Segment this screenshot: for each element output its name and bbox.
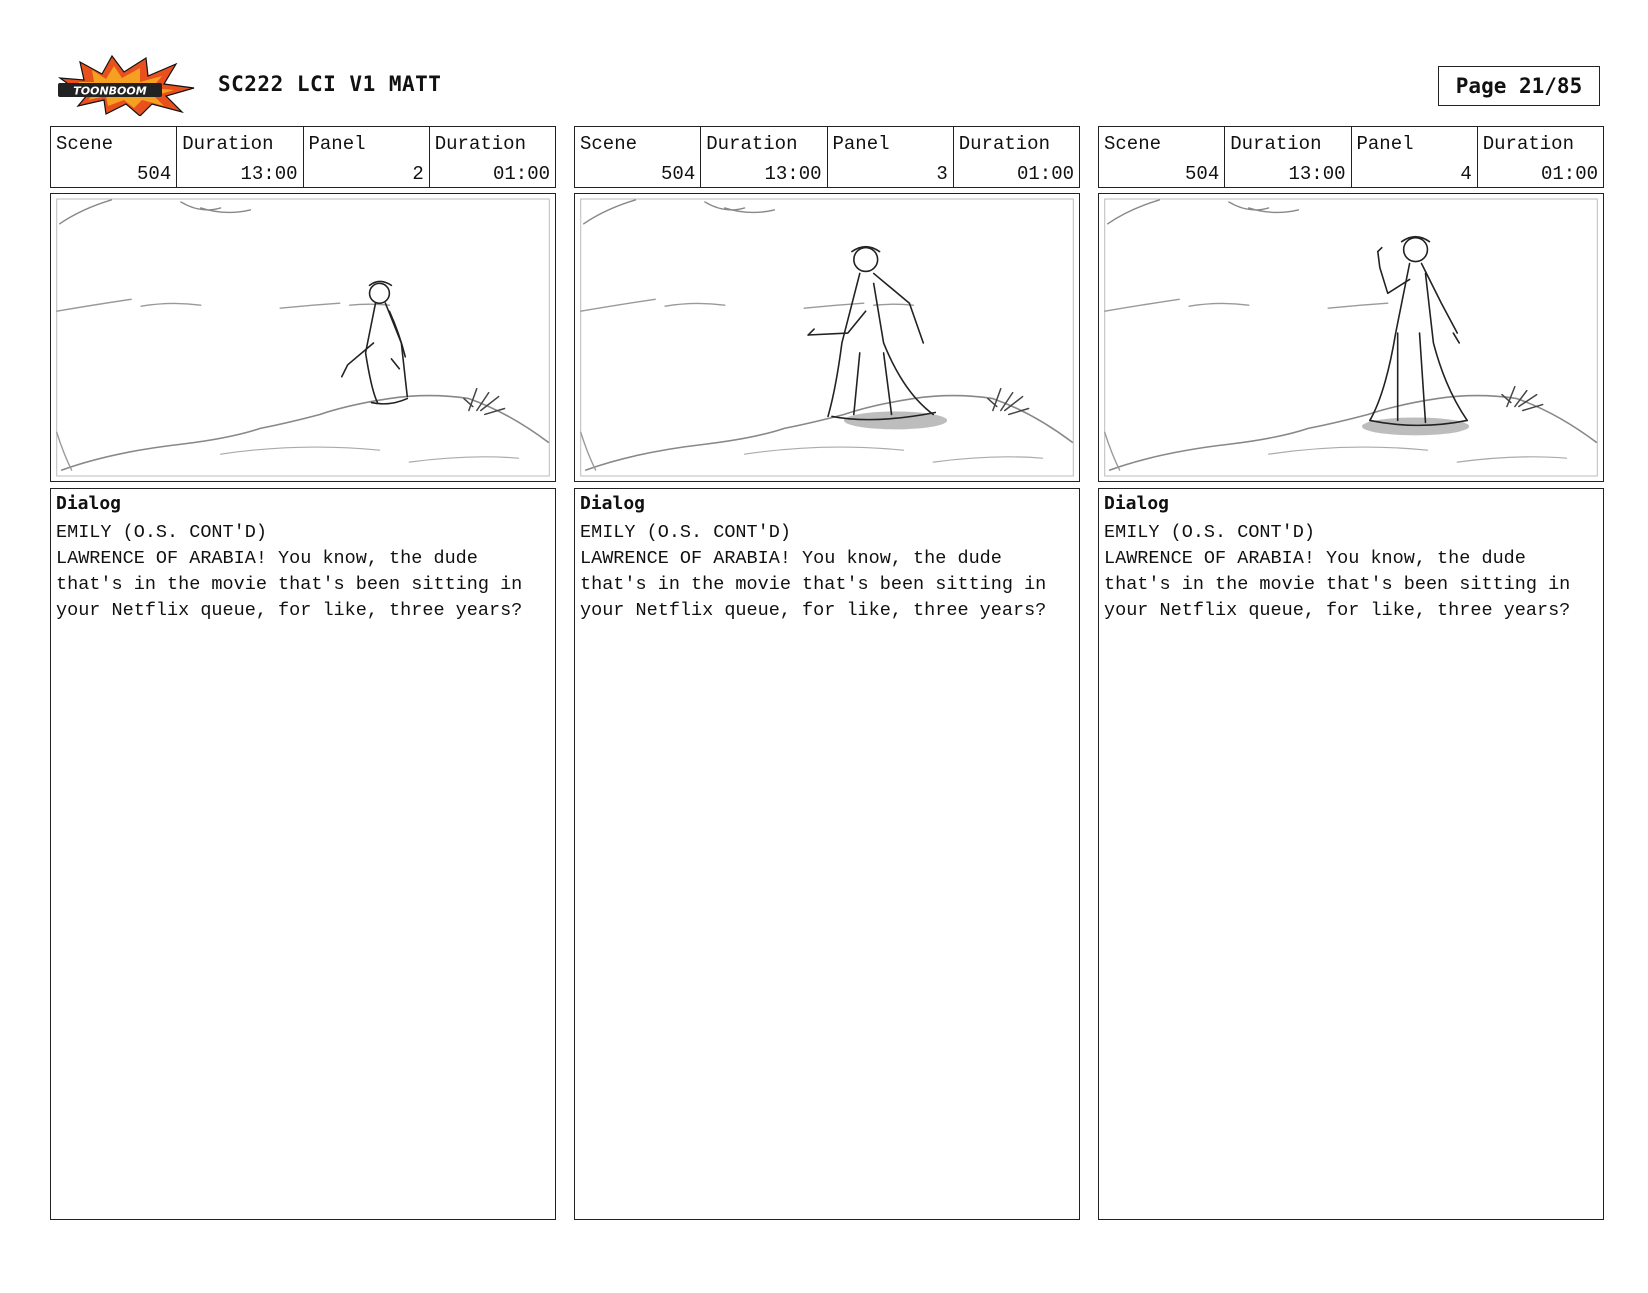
dialog-line: LAWRENCE OF ARABIA! You know, the dude that's in the movie that's been sitting in your Netflix queue, for like, three years?	[1104, 548, 1571, 621]
panel-duration-cell	[1478, 127, 1603, 187]
panel-column-3	[1098, 126, 1604, 1220]
duration-label: Duration	[1230, 133, 1322, 155]
document-title: SC222 LCI V1 MATT	[218, 72, 442, 96]
scene-duration-cell	[701, 127, 827, 187]
dialog-speaker: EMILY (O.S. CONT'D)	[56, 522, 267, 543]
panel-duration-value: 01:00	[1016, 163, 1074, 185]
dialog-speaker: EMILY (O.S. CONT'D)	[1104, 522, 1315, 543]
panel-value: 3	[936, 163, 948, 185]
storyboard-frame	[574, 193, 1080, 482]
dialog-line: LAWRENCE OF ARABIA! You know, the dude that's in the movie that's been sitting in your Netflix queue, for like, three years?	[56, 548, 523, 621]
dialog-label: Dialog	[56, 493, 122, 514]
panel-duration-cell	[430, 127, 555, 187]
figure-sketch	[1370, 237, 1467, 426]
panel-value: 4	[1460, 163, 1472, 185]
sketch-drawing	[1099, 194, 1603, 481]
dialog-box	[1098, 488, 1604, 1220]
panel-label: Panel	[832, 133, 890, 155]
duration-label: Duration	[182, 133, 274, 155]
duration-label: Duration	[706, 133, 798, 155]
scene-cell	[51, 127, 177, 187]
toonboom-logo	[54, 54, 198, 116]
duration-value: 13:00	[240, 163, 298, 185]
dialog-box	[574, 488, 1080, 1220]
storyboard-frame	[1098, 193, 1604, 482]
panel-duration-label: Duration	[958, 133, 1050, 155]
dialog-line: LAWRENCE OF ARABIA! You know, the dude that's in the movie that's been sitting in your Netflix queue, for like, three years?	[580, 548, 1047, 621]
duration-value: 13:00	[764, 163, 822, 185]
scene-cell	[575, 127, 701, 187]
scene-label: Scene	[1104, 133, 1162, 155]
panel-duration-label: Duration	[434, 133, 526, 155]
page-indicator	[1438, 66, 1600, 106]
dialog-speaker: EMILY (O.S. CONT'D)	[580, 522, 791, 543]
duration-value: 13:00	[1288, 163, 1346, 185]
scene-label: Scene	[580, 133, 638, 155]
panel-column-1	[50, 126, 556, 1220]
panel-info-header	[1098, 126, 1604, 188]
panel-duration-value: 01:00	[1540, 163, 1598, 185]
dialog-box	[50, 488, 556, 1220]
scene-value: 504	[661, 163, 696, 185]
logo-text: TOONBOOM	[73, 84, 147, 98]
panel-info-header	[574, 126, 1080, 188]
figure-sketch	[342, 281, 408, 403]
panel-info-header	[50, 126, 556, 188]
dialog-label: Dialog	[1104, 493, 1170, 514]
scene-duration-cell	[177, 127, 303, 187]
figure-sketch	[808, 247, 935, 420]
panel-duration-value: 01:00	[492, 163, 550, 185]
scene-cell	[1099, 127, 1225, 187]
panel-duration-label: Duration	[1482, 133, 1574, 155]
sketch-drawing	[575, 194, 1079, 481]
page-number: Page 21/85	[1455, 74, 1583, 98]
panel-label: Panel	[1356, 133, 1414, 155]
panel-cell	[1352, 127, 1478, 187]
dialog-label: Dialog	[580, 493, 646, 514]
scene-value: 504	[1185, 163, 1220, 185]
panel-duration-cell	[954, 127, 1079, 187]
panel-value: 2	[412, 163, 424, 185]
scene-label: Scene	[56, 133, 114, 155]
panel-column-2	[574, 126, 1080, 1220]
panel-cell	[304, 127, 430, 187]
figure-shadow	[1362, 417, 1469, 435]
scene-value: 504	[137, 163, 172, 185]
panel-cell	[828, 127, 954, 187]
scene-duration-cell	[1225, 127, 1351, 187]
sketch-drawing	[51, 194, 555, 481]
storyboard-frame	[50, 193, 556, 482]
panel-label: Panel	[308, 133, 366, 155]
